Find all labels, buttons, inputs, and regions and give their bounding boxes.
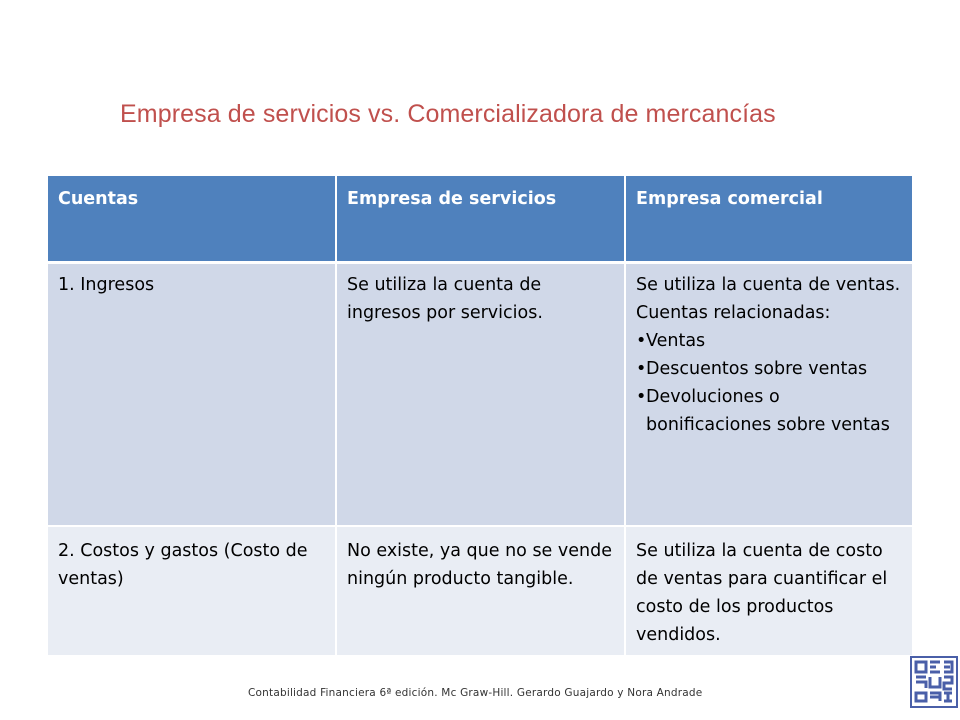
cell-servicios: No existe, ya que no se vende ningún producto tangible. — [336, 526, 625, 655]
table-row — [48, 526, 912, 655]
comparison-table — [48, 176, 912, 655]
bullet-icon: • — [636, 386, 647, 407]
bullet-icon: • — [636, 330, 647, 351]
list-item: • Ventas — [636, 327, 902, 355]
bullet-icon: • — [636, 358, 647, 379]
related-accounts-list — [636, 327, 902, 439]
slide-footer: Contabilidad Financiera 6ª edición. Mc Graw-Hill. Gerardo Guajardo y Nora Andrade — [248, 687, 703, 699]
table-header-row — [48, 176, 912, 262]
comercial-sub: Cuentas relacionadas: — [636, 302, 831, 323]
cell-comercial — [625, 262, 912, 526]
header-empresa-comercial: Empresa comercial — [625, 176, 912, 262]
list-item: • Devoluciones o bonificaciones sobre ventas — [636, 383, 902, 439]
header-empresa-servicios: Empresa de servicios — [336, 176, 625, 262]
comercial-intro: Se utiliza la cuenta de ventas. — [636, 274, 901, 295]
cell-cuenta: 2. Costos y gastos (Costo de ventas) — [48, 526, 336, 655]
header-cuentas: Cuentas — [48, 176, 336, 262]
publisher-logo-icon — [910, 656, 958, 708]
slide-title: Empresa de servicios vs. Comercializadora de mercancías — [120, 100, 776, 128]
cell-comercial: Se utiliza la cuenta de costo de ventas para cuantificar el costo de los productos vendidos. — [625, 526, 912, 655]
table-row — [48, 262, 912, 526]
list-item: • Descuentos sobre ventas — [636, 355, 902, 383]
cell-servicios: Se utiliza la cuenta de ingresos por servicios. — [336, 262, 625, 526]
cell-cuenta: 1. Ingresos — [48, 262, 336, 526]
